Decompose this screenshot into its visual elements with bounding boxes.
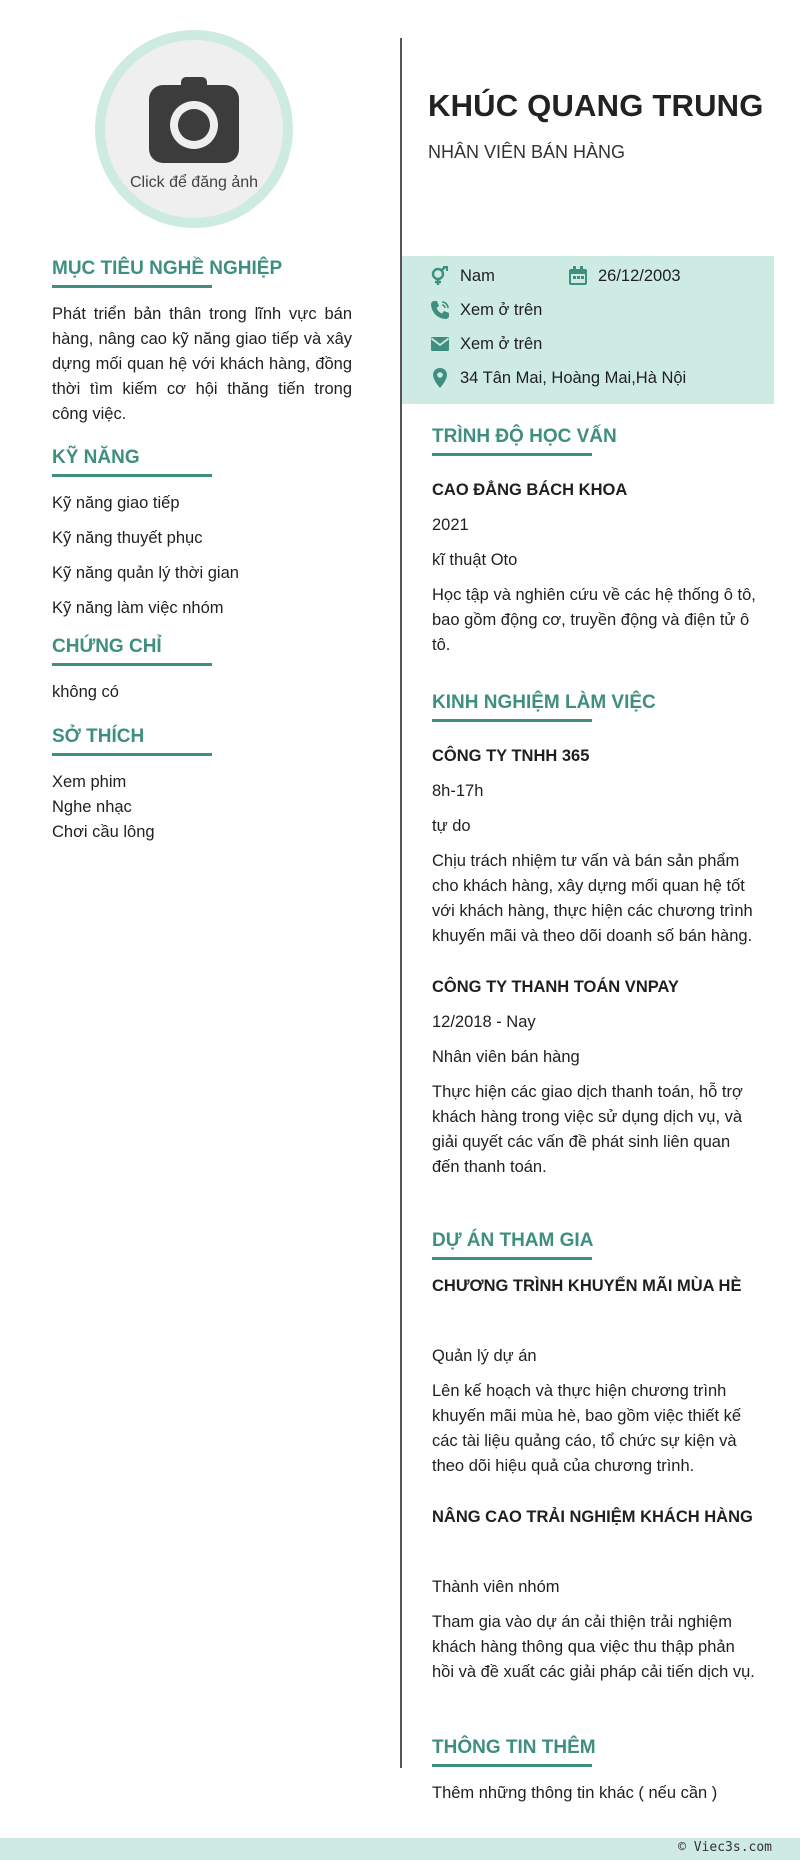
hobbies-title: SỞ THÍCH bbox=[52, 726, 145, 747]
skills-title: KỸ NĂNG bbox=[52, 447, 140, 468]
project-role: Thành viên nhóm bbox=[432, 1578, 560, 1596]
projects-section bbox=[432, 1230, 757, 1685]
gender-row bbox=[430, 266, 495, 286]
candidate-name: KHÚC QUANG TRUNG bbox=[428, 88, 764, 123]
avatar-inner[interactable] bbox=[105, 40, 283, 218]
address-value: 34 Tân Mai, Hoàng Mai,Hà Nội bbox=[460, 368, 687, 387]
avatar-upload[interactable] bbox=[95, 30, 293, 228]
footer-watermark: © Viec3s.com bbox=[678, 1840, 772, 1855]
gender-icon bbox=[430, 266, 450, 286]
gender-value: Nam bbox=[460, 266, 495, 285]
job-time: 12/2018 - Nay bbox=[432, 1013, 536, 1031]
hobby-item: Nghe nhạc bbox=[52, 798, 132, 816]
project-description: Tham gia vào dự án cải thiện trải nghiệm khách hàng thông qua việc thu thập phản hồi và đề xuất các giải pháp cải tiến dịch vụ. bbox=[432, 1613, 755, 1681]
avatar-label[interactable]: Click để đăng ảnh bbox=[129, 174, 259, 191]
education-major: kĩ thuật Oto bbox=[432, 551, 518, 569]
skill-item: Kỹ năng thuyết phục bbox=[52, 529, 203, 547]
job-role: Nhân viên bán hàng bbox=[432, 1048, 580, 1066]
hobby-item: Chơi cầu lông bbox=[52, 823, 155, 841]
phone-icon bbox=[430, 300, 450, 320]
project-role: Quản lý dự án bbox=[432, 1347, 537, 1365]
project-description: Lên kế hoạch và thực hiện chương trình khuyến mãi mùa hè, bao gồm việc thiết kế các tài liệu quảng cáo, tổ chức sự kiện và theo dõi hiệu quả của chương trình. bbox=[432, 1382, 742, 1475]
candidate-position: NHÂN VIÊN BÁN HÀNG bbox=[428, 142, 626, 162]
projects-title: DỰ ÁN THAM GIA bbox=[432, 1230, 594, 1251]
experience-section bbox=[432, 692, 757, 1180]
phone-row bbox=[430, 300, 542, 320]
certificates-underline bbox=[52, 663, 212, 666]
additional-title: THÔNG TIN THÊM bbox=[432, 1737, 596, 1758]
camera-icon bbox=[149, 73, 239, 163]
experience-underline bbox=[432, 719, 592, 722]
hobby-item: Xem phim bbox=[52, 773, 127, 791]
additional-text: Thêm những thông tin khác ( nếu cần ) bbox=[432, 1784, 718, 1802]
objective-underline bbox=[52, 285, 212, 288]
footer-band bbox=[0, 1838, 800, 1860]
education-section bbox=[432, 426, 757, 658]
education-title: TRÌNH ĐỘ HỌC VẤN bbox=[432, 426, 617, 447]
certificates-text: không có bbox=[52, 683, 119, 701]
education-year: 2021 bbox=[432, 516, 469, 534]
job-time: 8h-17h bbox=[432, 782, 484, 800]
job-company: CÔNG TY THANH TOÁN VNPAY bbox=[432, 978, 679, 996]
skill-item: Kỹ năng quản lý thời gian bbox=[52, 564, 239, 582]
objective-title: MỤC TIÊU NGHỀ NGHIỆP bbox=[52, 258, 283, 279]
objective-section bbox=[52, 258, 352, 427]
certificates-section bbox=[52, 636, 352, 715]
objective-text: Phát triển bản thân trong lĩnh vực bán hàng, nâng cao kỹ năng giao tiếp và xây dựng mối quan hệ với khách hàng, đồng thời tìm kiếm cơ hội thăng tiến trong công việc. bbox=[52, 305, 352, 423]
job-description: Chịu trách nhiệm tư vấn và bán sản phẩm cho khách hàng, xây dựng mối quan hệ tốt với khách hàng, thực hiện các chương trình khuyến mãi và theo dõi doanh số bán hàng. bbox=[432, 852, 753, 945]
birthdate-row bbox=[568, 266, 681, 286]
education-description: Học tập và nghiên cứu về các hệ thống ô tô, bao gồm động cơ, truyền động và điện tử ô tô. bbox=[432, 586, 756, 654]
hobbies-underline bbox=[52, 753, 212, 756]
calendar-icon bbox=[568, 266, 588, 286]
location-pin-icon bbox=[430, 368, 450, 388]
job-role: tự do bbox=[432, 817, 471, 835]
contact-panel bbox=[402, 256, 774, 404]
birthdate-value: 26/12/2003 bbox=[598, 266, 681, 285]
education-school: CAO ĐẲNG BÁCH KHOA bbox=[432, 481, 628, 499]
job-description: Thực hiện các giao dịch thanh toán, hỗ trợ khách hàng trong việc sử dụng dịch vụ, và giải quyết các vấn đề phát sinh liên quan đến thanh toán. bbox=[432, 1083, 743, 1176]
address-row bbox=[430, 368, 686, 388]
job-company: CÔNG TY TNHH 365 bbox=[432, 747, 590, 765]
phone-value: Xem ở trên bbox=[460, 300, 543, 319]
email-row bbox=[430, 334, 542, 354]
experience-title: KINH NGHIỆM LÀM VIỆC bbox=[432, 692, 656, 713]
skills-section bbox=[52, 447, 352, 631]
projects-underline bbox=[432, 1257, 592, 1260]
project-name: CHƯƠNG TRÌNH KHUYẾN MÃI MÙA HÈ bbox=[432, 1277, 742, 1295]
project-name: NÂNG CAO TRẢI NGHIỆM KHÁCH HÀNG bbox=[432, 1508, 753, 1526]
skill-item: Kỹ năng làm việc nhóm bbox=[52, 599, 224, 617]
education-underline bbox=[432, 453, 592, 456]
skill-item: Kỹ năng giao tiếp bbox=[52, 494, 180, 512]
email-value: Xem ở trên bbox=[460, 334, 543, 353]
mail-icon bbox=[430, 334, 450, 354]
additional-section bbox=[432, 1737, 757, 1816]
skills-underline bbox=[52, 474, 212, 477]
hobbies-section bbox=[52, 726, 352, 845]
additional-underline bbox=[432, 1764, 592, 1767]
certificates-title: CHỨNG CHỈ bbox=[52, 636, 162, 657]
